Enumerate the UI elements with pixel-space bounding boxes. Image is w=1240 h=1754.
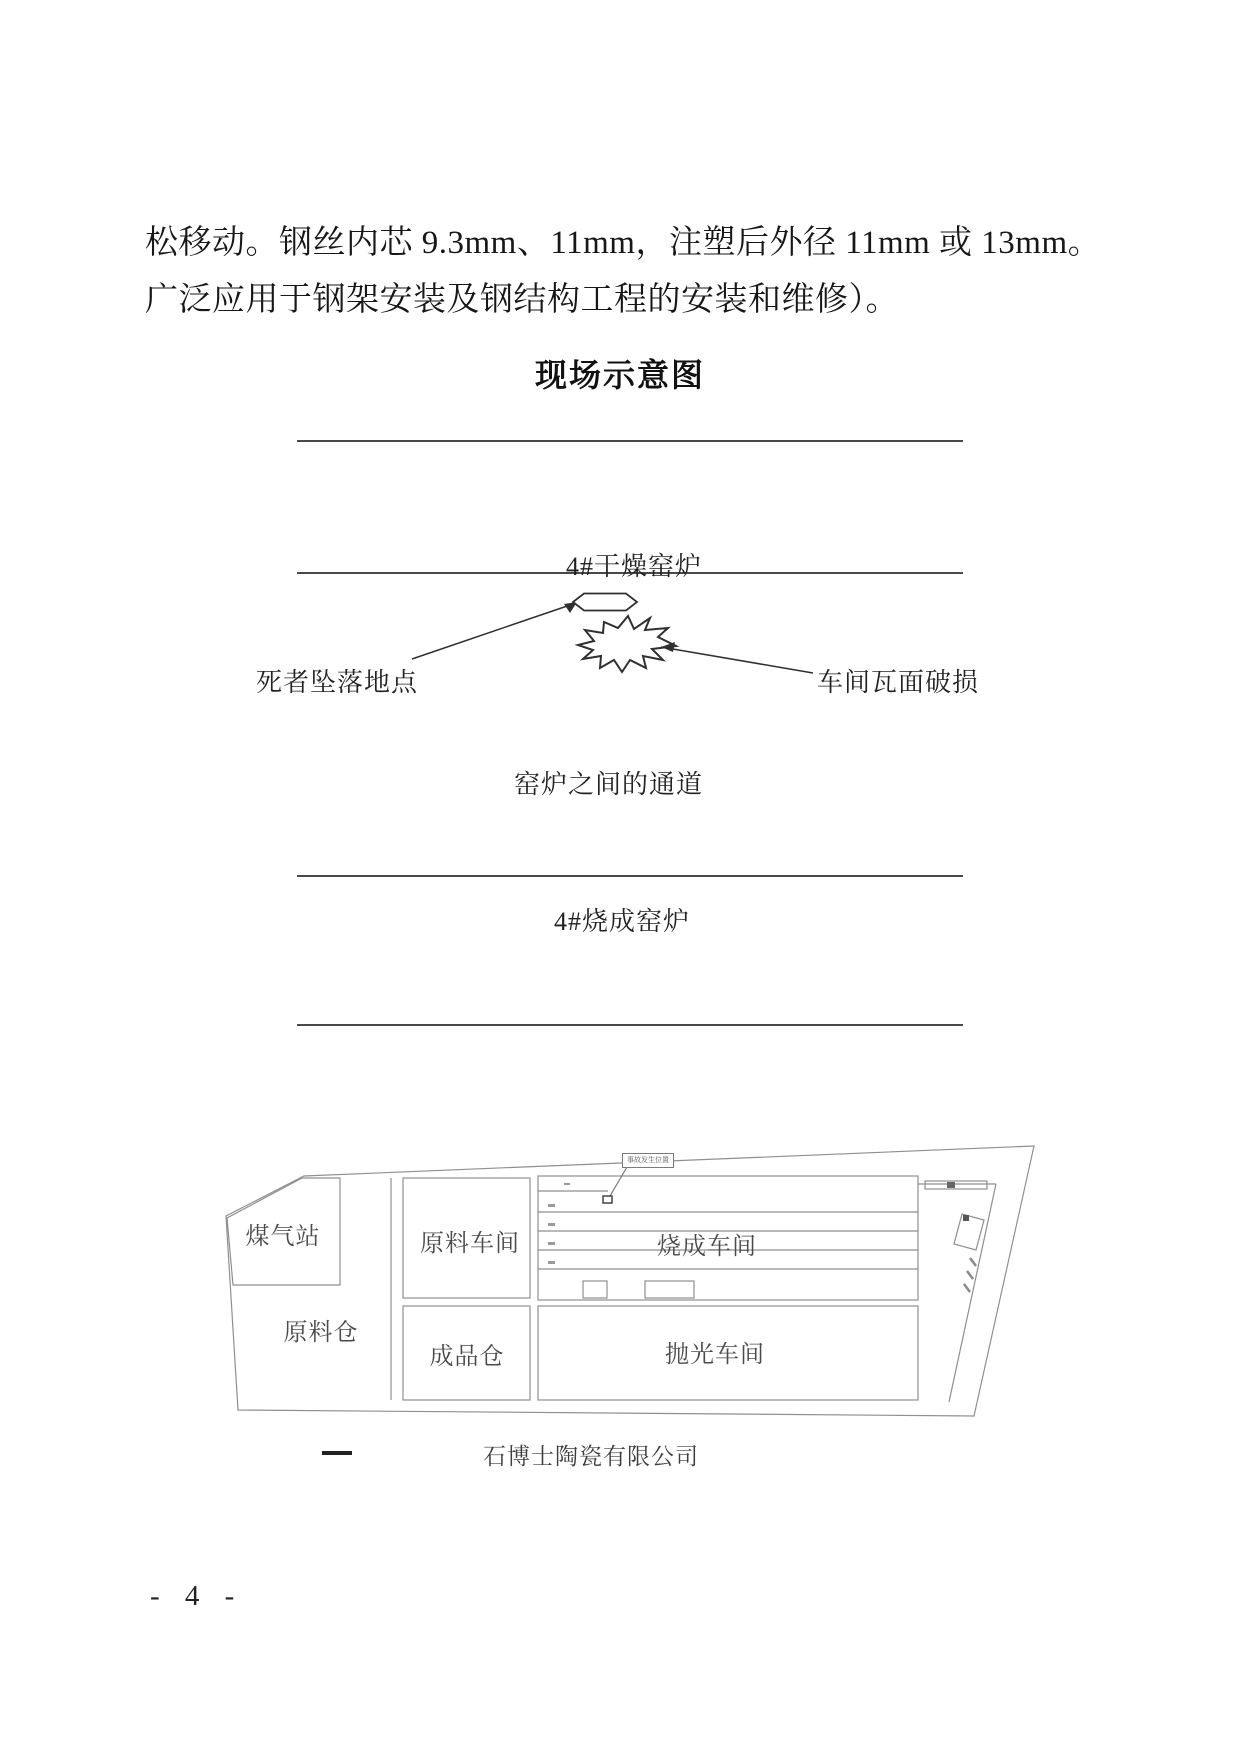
company-name-label: 石博士陶瓷有限公司	[483, 1444, 699, 1469]
gas-station-label: 煤气站	[245, 1224, 321, 1250]
roof-damage-starburst	[578, 616, 676, 672]
gate-strip-outline	[925, 1181, 987, 1189]
callout-leader-line	[610, 1167, 627, 1196]
roof-damage-label: 车间瓦面破损	[817, 668, 980, 697]
kiln-bay-1	[583, 1281, 607, 1298]
paragraph-line-1: 松移动。钢丝内芯 9.3mm、11mm，注塑后外径 11mm 或 13mm。	[145, 225, 1102, 261]
dry-kiln-label: 4#干燥窑炉	[566, 552, 703, 581]
raw-material-workshop-label: 原料车间	[420, 1231, 520, 1257]
kiln-passage-label: 窑炉之间的通道	[514, 770, 704, 799]
diagram-title: 现场示意图	[534, 357, 705, 393]
polishing-workshop-label: 抛光车间	[665, 1342, 765, 1368]
caption-dash	[322, 1451, 352, 1455]
roof-damage-leader-line	[661, 647, 813, 673]
kiln-bay-2	[645, 1281, 694, 1298]
factory-plan	[170, 1130, 1070, 1440]
firing-workshop-label: 烧成车间	[657, 1234, 757, 1260]
site-schematic	[280, 420, 1000, 1040]
raw-material-warehouse-label: 原料仓	[283, 1320, 359, 1346]
gate-tick-mark	[947, 1182, 955, 1188]
paragraph-line-2: 广泛应用于钢架安装及钢结构工程的安装和维修）。	[145, 282, 899, 318]
firing-kiln-label: 4#烧成窑炉	[554, 907, 691, 936]
finished-warehouse-label: 成品仓	[429, 1344, 505, 1370]
page-number: - 4 -	[150, 1580, 242, 1612]
fall-spot-capsule-shape	[573, 594, 637, 611]
kiln-row-tiny-marks	[548, 1183, 570, 1264]
road-hut-dot	[963, 1215, 969, 1221]
fall-location-label: 死者坠落地点	[256, 668, 419, 697]
accident-location-callout: 事故发生位置	[622, 1153, 674, 1168]
plan-outer-boundary	[226, 1146, 1034, 1416]
fall-location-leader-line	[412, 603, 576, 659]
accident-marker-square	[603, 1196, 612, 1203]
